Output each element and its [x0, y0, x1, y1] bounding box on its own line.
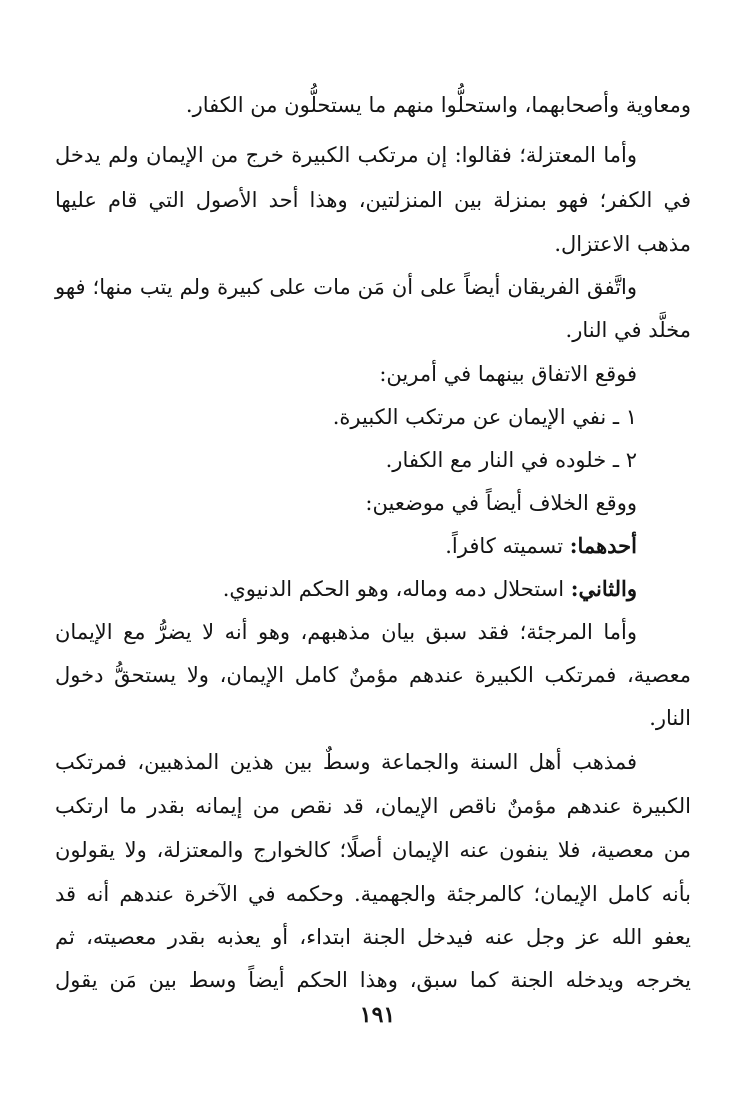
first-point: تسميته كافراً.: [445, 534, 564, 558]
text-line: واتَّفق الفريقان أيضاً على أن مَن مات على كبيرة ولم يتب منها؛ فهو: [55, 275, 637, 299]
text-line: يعفو الله عز وجل عنه فيدخل الجنة ابتداء، أو يعذبه بقدر معصيته، ثم: [55, 925, 691, 949]
text-line: وأما المعتزلة؛ فقالوا: إن مرتكب الكبيرة خرج من الإيمان ولم يدخل: [55, 143, 637, 167]
text-line: معصية، فمرتكب الكبيرة عندهم مؤمنٌ كامل الإيمان، ولا يستحقُّ دخول: [55, 663, 691, 687]
page-number: ١٩١: [359, 1002, 396, 1028]
second-label: والثاني:: [570, 576, 637, 601]
text-line: [445, 531, 637, 561]
text-line: وأما المرجئة؛ فقد سبق بيان مذهبهم، وهو أنه لا يضرُّ مع الإيمان: [55, 620, 637, 644]
text-line: الكبيرة عندهم مؤمنٌ ناقص الإيمان، قد نقص من إيمانه بقدر ما ارتكب: [55, 794, 691, 818]
list-item: ١ ـ نفي الإيمان عن مرتكب الكبيرة.: [332, 405, 637, 429]
text-line: مخلَّد في النار.: [565, 318, 691, 342]
text-line: فمذهب أهل السنة والجماعة وسطٌ بين هذين المذهبين، فمرتكب: [55, 750, 637, 774]
first-label: أحدهما:: [569, 533, 637, 558]
text-line: بأنه كامل الإيمان؛ كالمرجئة والجهمية. وحكمه في الآخرة عندهم أنه قد: [55, 882, 691, 906]
text-line: من معصية، فلا ينفون عنه الإيمان أصلًا؛ كالخوارج والمعتزلة، ولا يقولون: [55, 838, 691, 862]
text-line: مذهب الاعتزال.: [554, 232, 691, 256]
list-item: ٢ ـ خلوده في النار مع الكفار.: [385, 448, 637, 472]
text-line: النار.: [649, 706, 691, 730]
text-line: في الكفر؛ فهو بمنزلة بين المنزلتين، وهذا أحد الأصول التي قام عليها: [55, 188, 691, 212]
text-line: فوقع الاتفاق بينهما في أمرين:: [379, 362, 637, 386]
second-point: استحلال دمه وماله، وهو الحكم الدنيوي.: [222, 577, 565, 601]
text-line: يخرجه ويدخله الجنة كما سبق، وهذا الحكم أيضاً وسط بين مَن يقول: [55, 968, 691, 992]
text-line: [223, 574, 637, 604]
text-line: ووقع الخلاف أيضاً في موضعين:: [365, 491, 637, 515]
text-line: ومعاوية وأصحابهما، واستحلُّوا منهم ما يستحلُّون من الكفار.: [185, 93, 691, 117]
